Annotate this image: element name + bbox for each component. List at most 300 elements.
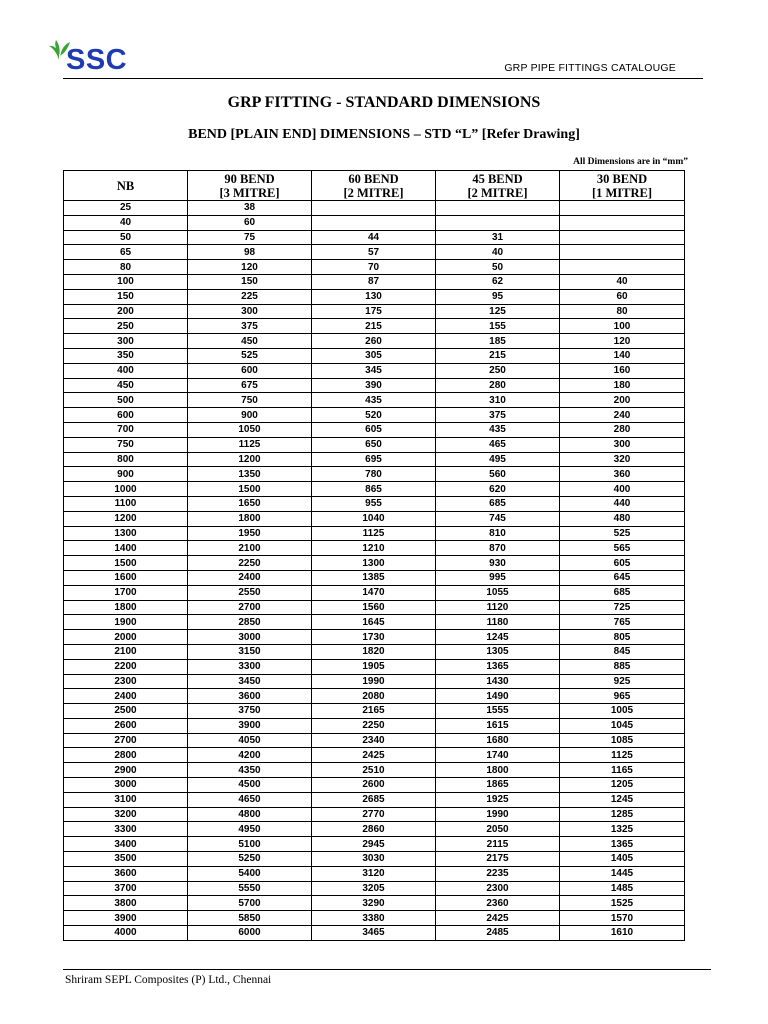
cell-nb: 350 xyxy=(64,348,188,363)
cell-30-bend: 360 xyxy=(560,467,685,482)
cell-nb: 1500 xyxy=(64,556,188,571)
cell-90-bend: 6000 xyxy=(188,926,312,941)
cell-30-bend: 1285 xyxy=(560,807,685,822)
cell-45-bend: 1925 xyxy=(436,792,560,807)
cell-45-bend: 250 xyxy=(436,363,560,378)
cell-30-bend: 845 xyxy=(560,644,685,659)
cell-45-bend: 1365 xyxy=(436,659,560,674)
table-row xyxy=(64,630,685,645)
cell-45-bend: 2360 xyxy=(436,896,560,911)
cell-30-bend: 1485 xyxy=(560,881,685,896)
cell-45-bend: 495 xyxy=(436,452,560,467)
table-row xyxy=(64,763,685,778)
cell-30-bend: 765 xyxy=(560,615,685,630)
cell-45-bend: 1555 xyxy=(436,704,560,719)
cell-nb: 2400 xyxy=(64,689,188,704)
cell-60-bend: 70 xyxy=(312,260,436,275)
table-row xyxy=(64,526,685,541)
cell-45-bend: 1865 xyxy=(436,778,560,793)
cell-45-bend: 1305 xyxy=(436,644,560,659)
cell-30-bend: 300 xyxy=(560,437,685,452)
header-nb: NB xyxy=(64,171,188,201)
cell-60-bend: 2080 xyxy=(312,689,436,704)
cell-90-bend: 375 xyxy=(188,319,312,334)
cell-90-bend: 4200 xyxy=(188,748,312,763)
cell-90-bend: 3150 xyxy=(188,644,312,659)
cell-45-bend: 95 xyxy=(436,289,560,304)
cell-nb: 900 xyxy=(64,467,188,482)
cell-90-bend: 750 xyxy=(188,393,312,408)
cell-nb: 2900 xyxy=(64,763,188,778)
cell-30-bend: 1245 xyxy=(560,792,685,807)
cell-30-bend: 965 xyxy=(560,689,685,704)
cell-90-bend: 1500 xyxy=(188,482,312,497)
cell-45-bend: 465 xyxy=(436,437,560,452)
cell-30-bend: 1445 xyxy=(560,866,685,881)
cell-60-bend: 260 xyxy=(312,334,436,349)
units-note: All Dimensions are in “mm” xyxy=(573,157,688,167)
cell-30-bend xyxy=(560,215,685,230)
cell-nb: 80 xyxy=(64,260,188,275)
cell-90-bend: 3450 xyxy=(188,674,312,689)
cell-45-bend: 1430 xyxy=(436,674,560,689)
cell-30-bend: 140 xyxy=(560,348,685,363)
table-row xyxy=(64,215,685,230)
table-row xyxy=(64,600,685,615)
cell-45-bend: 215 xyxy=(436,348,560,363)
table-row xyxy=(64,348,685,363)
cell-45-bend: 375 xyxy=(436,408,560,423)
cell-90-bend: 675 xyxy=(188,378,312,393)
table-row xyxy=(64,718,685,733)
table-row xyxy=(64,467,685,482)
cell-90-bend: 5550 xyxy=(188,881,312,896)
cell-nb: 2800 xyxy=(64,748,188,763)
footer-divider xyxy=(63,969,711,970)
cell-45-bend: 185 xyxy=(436,334,560,349)
cell-60-bend: 57 xyxy=(312,245,436,260)
cell-30-bend: 885 xyxy=(560,659,685,674)
cell-90-bend: 1125 xyxy=(188,437,312,452)
cell-30-bend: 280 xyxy=(560,422,685,437)
cell-60-bend: 2600 xyxy=(312,778,436,793)
cell-45-bend: 2175 xyxy=(436,852,560,867)
cell-90-bend: 1350 xyxy=(188,467,312,482)
table-row xyxy=(64,556,685,571)
cell-90-bend: 1950 xyxy=(188,526,312,541)
cell-nb: 3500 xyxy=(64,852,188,867)
cell-30-bend: 1365 xyxy=(560,837,685,852)
cell-90-bend: 4500 xyxy=(188,778,312,793)
header-45-bend: 45 BEND [2 MITRE] xyxy=(436,171,560,201)
cell-nb: 100 xyxy=(64,274,188,289)
cell-60-bend: 3205 xyxy=(312,881,436,896)
cell-nb: 450 xyxy=(64,378,188,393)
cell-60-bend: 305 xyxy=(312,348,436,363)
cell-nb: 3200 xyxy=(64,807,188,822)
cell-30-bend: 320 xyxy=(560,452,685,467)
cell-60-bend: 390 xyxy=(312,378,436,393)
cell-90-bend: 4350 xyxy=(188,763,312,778)
cell-90-bend: 1650 xyxy=(188,496,312,511)
cell-30-bend: 180 xyxy=(560,378,685,393)
table-row xyxy=(64,319,685,334)
cell-30-bend: 400 xyxy=(560,482,685,497)
cell-30-bend: 1610 xyxy=(560,926,685,941)
table-row xyxy=(64,496,685,511)
cell-60-bend: 1645 xyxy=(312,615,436,630)
cell-90-bend: 5700 xyxy=(188,896,312,911)
cell-60-bend: 1385 xyxy=(312,570,436,585)
cell-90-bend: 5250 xyxy=(188,852,312,867)
table-row xyxy=(64,482,685,497)
cell-nb: 1900 xyxy=(64,615,188,630)
cell-30-bend xyxy=(560,201,685,216)
cell-nb: 1000 xyxy=(64,482,188,497)
cell-90-bend: 900 xyxy=(188,408,312,423)
cell-60-bend: 3465 xyxy=(312,926,436,941)
cell-30-bend: 1085 xyxy=(560,733,685,748)
cell-90-bend: 4950 xyxy=(188,822,312,837)
table-row xyxy=(64,778,685,793)
header-30-bend: 30 BEND [1 MITRE] xyxy=(560,171,685,201)
table-row xyxy=(64,615,685,630)
table-row xyxy=(64,585,685,600)
cell-45-bend: 620 xyxy=(436,482,560,497)
cell-30-bend: 645 xyxy=(560,570,685,585)
cell-60-bend: 3030 xyxy=(312,852,436,867)
cell-30-bend: 60 xyxy=(560,289,685,304)
cell-nb: 3900 xyxy=(64,911,188,926)
table-row xyxy=(64,274,685,289)
cell-90-bend: 150 xyxy=(188,274,312,289)
cell-45-bend: 745 xyxy=(436,511,560,526)
cell-60-bend xyxy=(312,201,436,216)
cell-45-bend: 1800 xyxy=(436,763,560,778)
cell-90-bend: 225 xyxy=(188,289,312,304)
table-row xyxy=(64,852,685,867)
cell-30-bend: 40 xyxy=(560,274,685,289)
table-row xyxy=(64,422,685,437)
cell-30-bend: 565 xyxy=(560,541,685,556)
cell-60-bend: 650 xyxy=(312,437,436,452)
cell-60-bend: 2770 xyxy=(312,807,436,822)
cell-90-bend: 5850 xyxy=(188,911,312,926)
cell-90-bend: 75 xyxy=(188,230,312,245)
cell-45-bend: 2115 xyxy=(436,837,560,852)
cell-60-bend: 2860 xyxy=(312,822,436,837)
cell-nb: 2100 xyxy=(64,644,188,659)
table-row xyxy=(64,378,685,393)
cell-45-bend xyxy=(436,215,560,230)
cell-90-bend: 2250 xyxy=(188,556,312,571)
cell-30-bend: 805 xyxy=(560,630,685,645)
cell-nb: 3000 xyxy=(64,778,188,793)
cell-90-bend: 3900 xyxy=(188,718,312,733)
table-body xyxy=(64,201,685,941)
cell-nb: 65 xyxy=(64,245,188,260)
cell-60-bend xyxy=(312,215,436,230)
cell-nb: 2500 xyxy=(64,704,188,719)
cell-30-bend: 80 xyxy=(560,304,685,319)
cell-30-bend: 605 xyxy=(560,556,685,571)
cell-45-bend: 1680 xyxy=(436,733,560,748)
cell-45-bend: 560 xyxy=(436,467,560,482)
cell-30-bend: 925 xyxy=(560,674,685,689)
cell-45-bend: 1615 xyxy=(436,718,560,733)
cell-90-bend: 3300 xyxy=(188,659,312,674)
cell-45-bend: 995 xyxy=(436,570,560,585)
cell-60-bend: 2250 xyxy=(312,718,436,733)
cell-90-bend: 4650 xyxy=(188,792,312,807)
cell-45-bend: 2485 xyxy=(436,926,560,941)
cell-nb: 800 xyxy=(64,452,188,467)
cell-45-bend: 870 xyxy=(436,541,560,556)
cell-90-bend: 60 xyxy=(188,215,312,230)
cell-60-bend: 520 xyxy=(312,408,436,423)
cell-30-bend: 120 xyxy=(560,334,685,349)
cell-90-bend: 3000 xyxy=(188,630,312,645)
cell-nb: 500 xyxy=(64,393,188,408)
logo-text: SSC xyxy=(66,44,128,76)
cell-nb: 700 xyxy=(64,422,188,437)
cell-60-bend: 435 xyxy=(312,393,436,408)
cell-nb: 750 xyxy=(64,437,188,452)
cell-30-bend: 525 xyxy=(560,526,685,541)
cell-45-bend: 930 xyxy=(436,556,560,571)
cell-45-bend xyxy=(436,201,560,216)
cell-30-bend: 200 xyxy=(560,393,685,408)
cell-nb: 1300 xyxy=(64,526,188,541)
cell-90-bend: 4800 xyxy=(188,807,312,822)
cell-60-bend: 2510 xyxy=(312,763,436,778)
cell-45-bend: 1490 xyxy=(436,689,560,704)
cell-90-bend: 1200 xyxy=(188,452,312,467)
cell-30-bend: 1045 xyxy=(560,718,685,733)
cell-nb: 2200 xyxy=(64,659,188,674)
cell-30-bend: 685 xyxy=(560,585,685,600)
cell-nb: 1400 xyxy=(64,541,188,556)
cell-90-bend: 2850 xyxy=(188,615,312,630)
cell-nb: 2600 xyxy=(64,718,188,733)
cell-30-bend: 1205 xyxy=(560,778,685,793)
cell-nb: 2300 xyxy=(64,674,188,689)
cell-nb: 400 xyxy=(64,363,188,378)
table-row xyxy=(64,689,685,704)
cell-90-bend: 5100 xyxy=(188,837,312,852)
cell-nb: 2700 xyxy=(64,733,188,748)
cell-nb: 3300 xyxy=(64,822,188,837)
cell-30-bend: 1570 xyxy=(560,911,685,926)
cell-60-bend: 87 xyxy=(312,274,436,289)
table-row xyxy=(64,674,685,689)
cell-90-bend: 300 xyxy=(188,304,312,319)
cell-45-bend: 2235 xyxy=(436,866,560,881)
cell-45-bend: 125 xyxy=(436,304,560,319)
cell-45-bend: 40 xyxy=(436,245,560,260)
cell-nb: 1600 xyxy=(64,570,188,585)
cell-45-bend: 1120 xyxy=(436,600,560,615)
cell-45-bend: 2050 xyxy=(436,822,560,837)
cell-45-bend: 31 xyxy=(436,230,560,245)
cell-45-bend: 1245 xyxy=(436,630,560,645)
cell-45-bend: 1990 xyxy=(436,807,560,822)
cell-90-bend: 3600 xyxy=(188,689,312,704)
cell-60-bend: 3380 xyxy=(312,911,436,926)
cell-30-bend: 1325 xyxy=(560,822,685,837)
table-row xyxy=(64,896,685,911)
cell-nb: 1800 xyxy=(64,600,188,615)
table-row xyxy=(64,393,685,408)
table-row xyxy=(64,570,685,585)
table-row xyxy=(64,807,685,822)
cell-60-bend: 1905 xyxy=(312,659,436,674)
table-row xyxy=(64,644,685,659)
header-60-bend: 60 BEND [2 MITRE] xyxy=(312,171,436,201)
cell-60-bend: 955 xyxy=(312,496,436,511)
catalog-title: GRP PIPE FITTINGS CATALOUGE xyxy=(504,62,676,74)
cell-90-bend: 2400 xyxy=(188,570,312,585)
cell-nb: 3800 xyxy=(64,896,188,911)
table-row xyxy=(64,926,685,941)
cell-30-bend: 1165 xyxy=(560,763,685,778)
cell-nb: 40 xyxy=(64,215,188,230)
table-row xyxy=(64,659,685,674)
cell-60-bend: 1125 xyxy=(312,526,436,541)
cell-45-bend: 1055 xyxy=(436,585,560,600)
cell-45-bend: 155 xyxy=(436,319,560,334)
table-row xyxy=(64,363,685,378)
cell-30-bend xyxy=(560,230,685,245)
cell-30-bend xyxy=(560,245,685,260)
cell-45-bend: 50 xyxy=(436,260,560,275)
company-logo xyxy=(48,40,148,80)
cell-nb: 2000 xyxy=(64,630,188,645)
cell-60-bend: 2340 xyxy=(312,733,436,748)
cell-90-bend: 4050 xyxy=(188,733,312,748)
cell-60-bend: 3290 xyxy=(312,896,436,911)
table-row xyxy=(64,881,685,896)
cell-90-bend: 120 xyxy=(188,260,312,275)
table-row xyxy=(64,289,685,304)
cell-45-bend: 685 xyxy=(436,496,560,511)
cell-45-bend: 810 xyxy=(436,526,560,541)
table-row xyxy=(64,748,685,763)
cell-nb: 300 xyxy=(64,334,188,349)
table-row xyxy=(64,822,685,837)
cell-60-bend: 1300 xyxy=(312,556,436,571)
cell-45-bend: 280 xyxy=(436,378,560,393)
table-row xyxy=(64,230,685,245)
footer-company: Shriram SEPL Composites (P) Ltd., Chennai xyxy=(65,974,272,986)
cell-60-bend: 1820 xyxy=(312,644,436,659)
cell-90-bend: 450 xyxy=(188,334,312,349)
cell-60-bend: 1560 xyxy=(312,600,436,615)
table-row xyxy=(64,837,685,852)
cell-nb: 150 xyxy=(64,289,188,304)
cell-45-bend: 310 xyxy=(436,393,560,408)
cell-30-bend: 1005 xyxy=(560,704,685,719)
cell-nb: 1100 xyxy=(64,496,188,511)
table-row xyxy=(64,511,685,526)
cell-nb: 1700 xyxy=(64,585,188,600)
table-row xyxy=(64,541,685,556)
cell-60-bend: 345 xyxy=(312,363,436,378)
cell-30-bend: 1525 xyxy=(560,896,685,911)
cell-30-bend: 240 xyxy=(560,408,685,423)
cell-60-bend: 215 xyxy=(312,319,436,334)
cell-nb: 1200 xyxy=(64,511,188,526)
cell-nb: 3600 xyxy=(64,866,188,881)
cell-60-bend: 780 xyxy=(312,467,436,482)
cell-60-bend: 605 xyxy=(312,422,436,437)
table-row xyxy=(64,452,685,467)
table-row xyxy=(64,866,685,881)
cell-45-bend: 1740 xyxy=(436,748,560,763)
cell-90-bend: 2100 xyxy=(188,541,312,556)
cell-30-bend xyxy=(560,260,685,275)
cell-nb: 3700 xyxy=(64,881,188,896)
cell-60-bend: 1730 xyxy=(312,630,436,645)
cell-nb: 4000 xyxy=(64,926,188,941)
cell-60-bend: 175 xyxy=(312,304,436,319)
table-row xyxy=(64,437,685,452)
cell-60-bend: 1470 xyxy=(312,585,436,600)
cell-nb: 50 xyxy=(64,230,188,245)
cell-nb: 25 xyxy=(64,201,188,216)
table-row xyxy=(64,245,685,260)
cell-90-bend: 5400 xyxy=(188,866,312,881)
cell-60-bend: 3120 xyxy=(312,866,436,881)
cell-30-bend: 100 xyxy=(560,319,685,334)
cell-60-bend: 2945 xyxy=(312,837,436,852)
cell-60-bend: 695 xyxy=(312,452,436,467)
table-row xyxy=(64,733,685,748)
cell-45-bend: 62 xyxy=(436,274,560,289)
cell-nb: 600 xyxy=(64,408,188,423)
cell-30-bend: 160 xyxy=(560,363,685,378)
cell-60-bend: 1990 xyxy=(312,674,436,689)
page-title: GRP FITTING - STANDARD DIMENSIONS xyxy=(227,94,541,111)
table-row xyxy=(64,201,685,216)
cell-90-bend: 1800 xyxy=(188,511,312,526)
table-header-row xyxy=(64,171,685,201)
table-row xyxy=(64,792,685,807)
cell-45-bend: 435 xyxy=(436,422,560,437)
cell-90-bend: 38 xyxy=(188,201,312,216)
cell-nb: 3400 xyxy=(64,837,188,852)
table-row xyxy=(64,334,685,349)
cell-nb: 3100 xyxy=(64,792,188,807)
cell-30-bend: 440 xyxy=(560,496,685,511)
page-subtitle: BEND [PLAIN END] DIMENSIONS – STD “L” [Refer Drawing] xyxy=(188,127,580,142)
cell-45-bend: 2425 xyxy=(436,911,560,926)
cell-60-bend: 2165 xyxy=(312,704,436,719)
cell-90-bend: 3750 xyxy=(188,704,312,719)
cell-90-bend: 98 xyxy=(188,245,312,260)
cell-90-bend: 600 xyxy=(188,363,312,378)
table-row xyxy=(64,408,685,423)
cell-60-bend: 1210 xyxy=(312,541,436,556)
cell-60-bend: 865 xyxy=(312,482,436,497)
cell-45-bend: 1180 xyxy=(436,615,560,630)
cell-60-bend: 44 xyxy=(312,230,436,245)
cell-30-bend: 725 xyxy=(560,600,685,615)
cell-nb: 200 xyxy=(64,304,188,319)
cell-60-bend: 1040 xyxy=(312,511,436,526)
cell-90-bend: 525 xyxy=(188,348,312,363)
cell-60-bend: 130 xyxy=(312,289,436,304)
